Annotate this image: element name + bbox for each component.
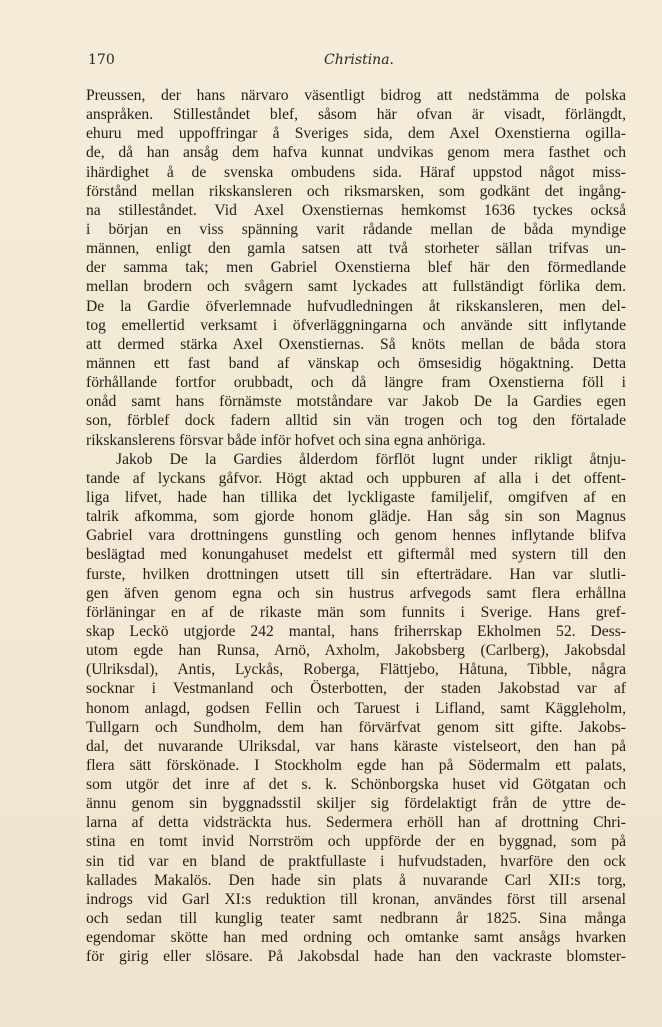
text-line: egendomar skötte han med ordning och omtanke samt ansågs hvarken [86, 929, 626, 947]
paragraph [86, 450, 626, 967]
text-line: för girig eller slösare. På Jakobsdal hade han den vackraste blomster- [86, 948, 626, 966]
page-header [88, 52, 628, 74]
text-line: na stilleståndet. Vid Axel Oxenstiernas hemkomst 1636 tyckes också [86, 201, 626, 219]
text-line: utom egde han Runsa, Arnö, Axholm, Jakobsberg (Carlberg), Jakobsdal [86, 642, 626, 660]
text-line: gen äfven genom egna och sin hustrus arfvegods samt flera erhållna [86, 584, 626, 602]
text-line: furste, hvilken drottningen utsett till sin efterträdare. Han var slutli- [86, 565, 626, 583]
text-line: flera sätt förskönade. I Stockholm egde han på Södermalm ett palats, [86, 756, 626, 774]
text-line: som utgör det inre af det s. k. Schönborgska huset vid Götgatan och [86, 776, 626, 794]
running-title: Christina. [324, 52, 394, 68]
text-line: onåd samt hans förnämste motståndare var Jakob De la Gardies egen [86, 393, 626, 411]
text-line: Jakob De la Gardies ålderdom förflöt lugnt under rikligt åtnju- [116, 450, 626, 468]
text-line: stina en tomt invid Norrström och uppförde der en byggnad, som på [86, 833, 626, 851]
text-line: förhållande fortfor orubbadt, och då längre fram Oxenstierna föll i [86, 374, 626, 392]
text-line: socknar i Vestmanland och Österbotten, der staden Jakobstad var af [86, 680, 626, 698]
text-line: mellan brodern och svågern samt lyckades att fullständigt förlika dem. [86, 278, 626, 296]
text-line: ännu genom sin byggnadsstil skiljer sig fördelaktigt från de yttre de- [86, 795, 626, 813]
text-line: indrogs vid Garl XI:s reduktion till kronan, användes först till arsenal [86, 890, 626, 908]
text-line: kallades Makalös. Den hade sin plats å nuvarande Carl XII:s torg, [86, 871, 626, 889]
text-line: att dermed stärka Axel Oxenstiernas. Så knöts mellan de båda stora [86, 335, 626, 353]
text-line: son, förblef dock fadern alltid sin vän trogen och tog den förtalade [86, 412, 626, 430]
text-line: tande af lyckans gåfvor. Högt aktad och uppburen af alla i det offent- [86, 469, 626, 487]
text-line: liga lifvet, hade han tillika det lyckligaste familjelif, omgifven af en [86, 488, 626, 506]
text-line: de, då han ansåg dem hafva kunnat undvikas genom mera fasthet och [86, 144, 626, 162]
page-number: 170 [88, 52, 115, 68]
text-line: beslägtad med konungahuset medelst ett giftermål med systern till den [86, 546, 626, 564]
text-line: tog emellertid verksamt i öfverläggningarna och använde sitt inflytande [86, 316, 626, 334]
text-line: männen ett fast band af vänskap och ömsesidig högaktning. Detta [86, 354, 626, 372]
body-text [86, 86, 626, 966]
text-line: larna af detta vidsträckta hus. Sedermera erhöll han af drottning Chri- [86, 814, 626, 832]
text-line: ehuru med uppoffringar å Sveriges sida, dem Axel Oxenstierna ogilla- [86, 125, 626, 143]
text-line: förläningar en af de rikaste män som funnits i Sverige. Hans gref- [86, 603, 626, 621]
text-line: sin tid var en bland de praktfullaste i hufvudstaden, hvarföre den ock [86, 852, 626, 870]
text-line: och sedan till kunglig teater samt nedbrann år 1825. Sina många [86, 910, 626, 928]
text-line: talrik afkomma, som gjorde honom glädje. Han såg sin son Magnus [86, 508, 626, 526]
text-line: rikskanslerens försvar både inför hofvet och sina egna anhöriga. [86, 431, 486, 449]
paragraph [86, 86, 626, 450]
text-line: honom anlagd, godsen Fellin och Taruest i Lifland, samt Käggleholm, [86, 699, 626, 717]
text-line: Tullgarn och Sundholm, dem han förvärfvat genom sitt gifte. Jakobs- [86, 718, 626, 736]
text-line: der samma tak; men Gabriel Oxenstierna blef här den förmedlande [86, 259, 626, 277]
text-line: i början en viss spänning varit rådande mellan de båda myndige [86, 220, 626, 238]
text-line: ihärdighet å de svenska ombudens sida. Häraf uppstod något miss- [86, 163, 626, 181]
text-line: anspråken. Stilleståndet blef, såsom här ofvan är visadt, förlängdt, [86, 106, 626, 124]
text-line: (Ulriksdal), Antis, Lyckås, Roberga, Flättjebo, Håtuna, Tibble, några [86, 661, 626, 679]
text-line: De la Gardie öfverlemnade hufvudledningen åt rikskansleren, men del- [86, 297, 626, 315]
text-line: männen, enligt den gamla satsen att två storheter sällan trifvas un- [86, 240, 626, 258]
text-line: Preussen, der hans närvaro väsentligt bidrog att nedstämma de polska [86, 87, 626, 104]
text-line: skap Leckö utgjorde 242 mantal, hans friherrskap Ekholmen 52. Dess- [86, 622, 626, 640]
text-line: dal, det nuvarande Ulriksdal, var hans käraste vistelseort, den han på [86, 737, 626, 755]
text-line: Gabriel vara drottningens gunstling och genom hennes inflytande blifva [86, 527, 626, 545]
text-line: förstånd mellan rikskansleren och riksmarsken, som godkänt det ingång- [86, 182, 626, 200]
